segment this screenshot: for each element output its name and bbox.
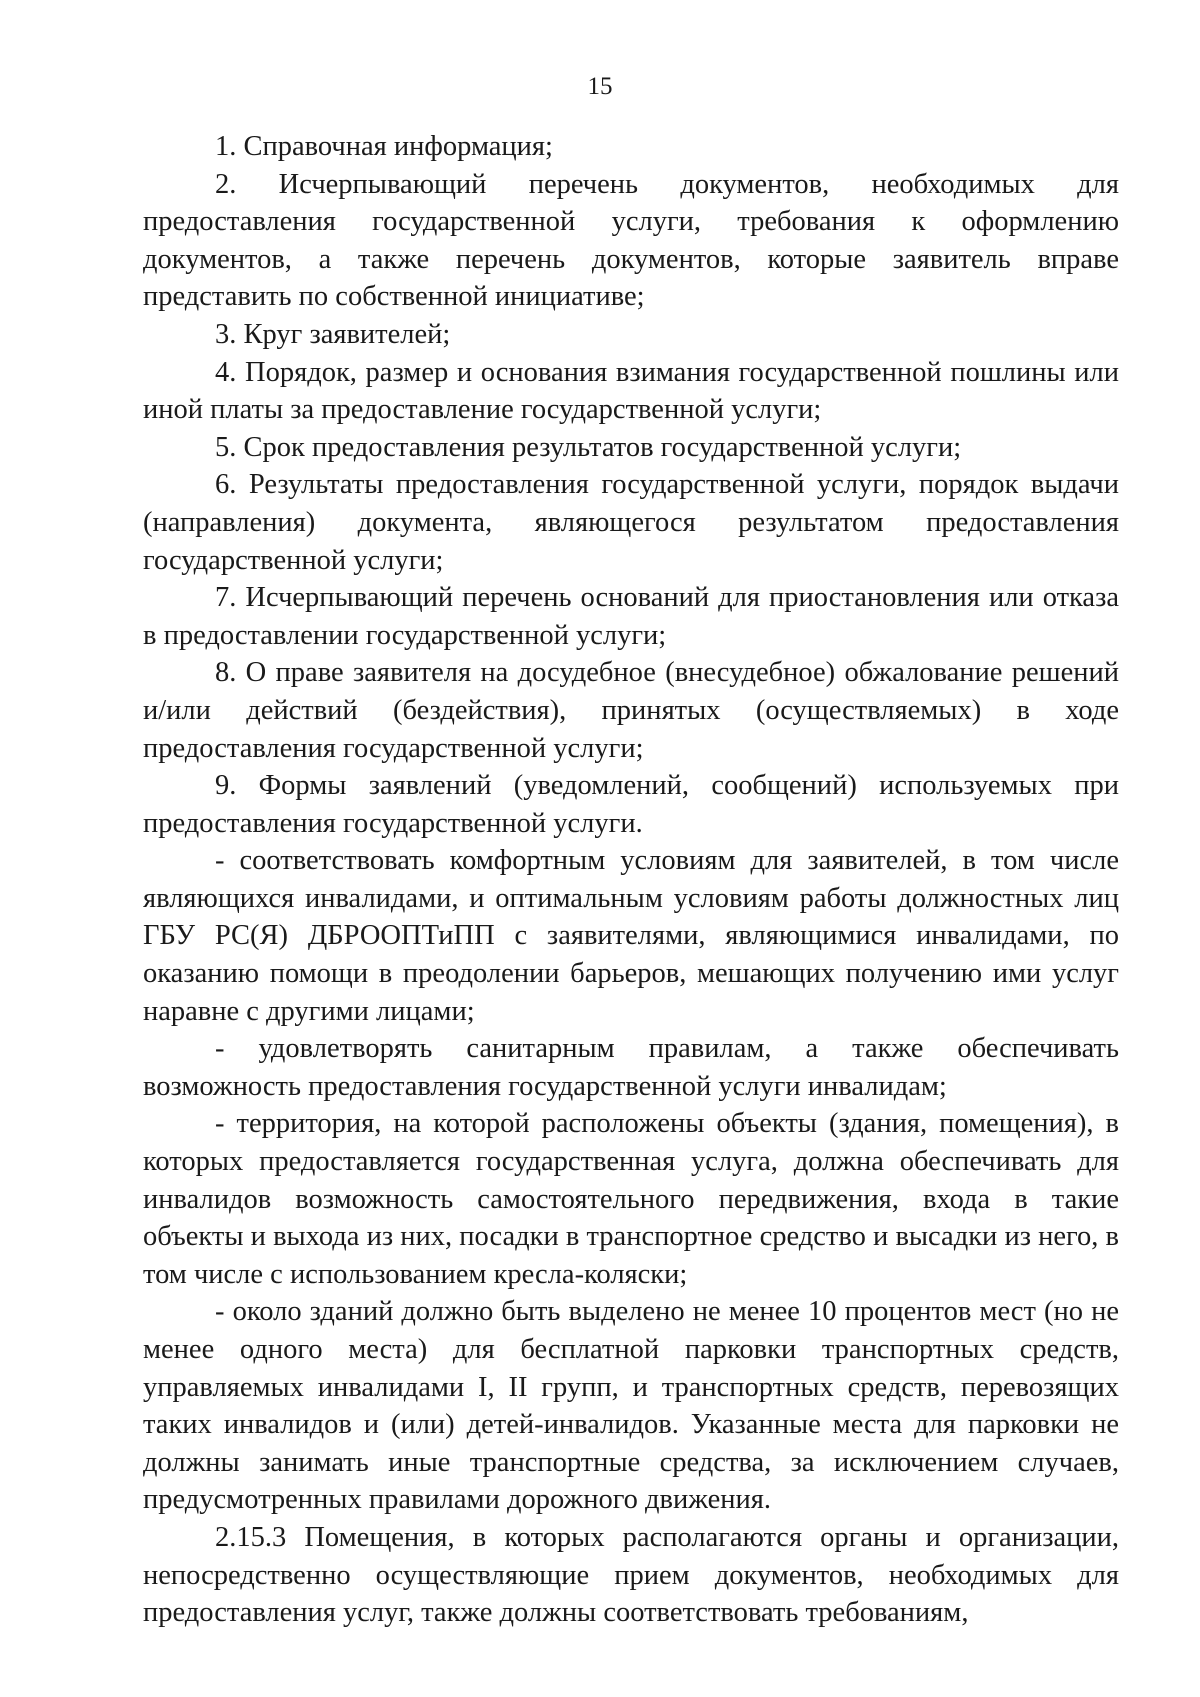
paragraph-forms: 9. Формы заявлений (уведомлений, сообщений) используемых при предоставления государственной услуги. — [143, 770, 1119, 839]
paragraph-fees: 4. Порядок, размер и основания взимания государственной пошлины или иной платы за предоставление государственной услуги; — [143, 356, 1119, 426]
paragraph-refusal-grounds: 7. Исчерпывающий перечень оснований для приостановления или отказа в предоставлении государственной услуги; — [143, 582, 1119, 651]
page-number: 15 — [587, 73, 613, 100]
paragraph-comfort-conditions: - соответствовать комфортным условиям для заявителей, в том числе являющихся инвалидами, и оптимальным условиям работы должностных лиц ГБУ РС(Я) ДБРООПТиПП с заявителями, являющимися инвалидами, по оказанию помощи в преодолении барьеров, мешающих получению ими услуг наравне с другими лицами; — [143, 845, 1119, 1027]
paragraph-documents-list: 2. Исчерпывающий перечень документов, необходимых для предоставления государственной услуги, требования к оформлению документов, а также перечень документов, которые заявитель вправе представить по собственной инициативе; — [143, 168, 1119, 313]
paragraph-sanitary-rules: - удовлетворять санитарным правилам, а также обеспечивать возможность предоставления государственной услуги инвалидам; — [143, 1033, 1119, 1102]
paragraph-appeal-rights: 8. О праве заявителя на досудебное (внесудебное) обжалование решений и/или действий (бездействия), принятых (осуществляемых) в ходе предоставления государственной услуги; — [143, 657, 1119, 764]
paragraph-parking: - около зданий должно быть выделено не менее 10 процентов мест (но не менее одного места) для бесплатной парковки транспортных средств, управляемых инвалидами I, II групп, и транспортных средств, перевозящих таких инвалидов и (или) детей-инвалидов. Указанные места для парковки не должны занимать иные транспортные средства, за исключением случаев, предусмотренных правилами дорожного движения. — [143, 1296, 1119, 1516]
paragraph-timeframe: 5. Срок предоставления результатов государственной услуги; — [215, 431, 962, 463]
paragraph-territory: - территория, на которой расположены объекты (здания, помещения), в которых предоставляется государственная услуга, должна обеспечивать для инвалидов возможность самостоятельного передвижения, входа в такие объекты и выхода из них, посадки в транспортное средство и высадки из него, в том числе с использованием кресла-коляски; — [143, 1108, 1119, 1290]
paragraph-reference-info: 1. Справочная информация; — [215, 131, 553, 162]
paragraph-premises-requirements: 2.15.3 Помещения, в которых располагаются органы и организации, непосредственно осуществляющие прием документов, необходимых для предоставления услуг, также должны соответствовать требованиям, — [143, 1521, 1119, 1629]
paragraph-applicants: 3. Круг заявителей; — [215, 318, 451, 350]
document-body — [143, 128, 1119, 1632]
paragraph-results: 6. Результаты предоставления государственной услуги, порядок выдачи (направления) документа, являющегося результатом предоставления государственной услуги; — [143, 469, 1119, 576]
